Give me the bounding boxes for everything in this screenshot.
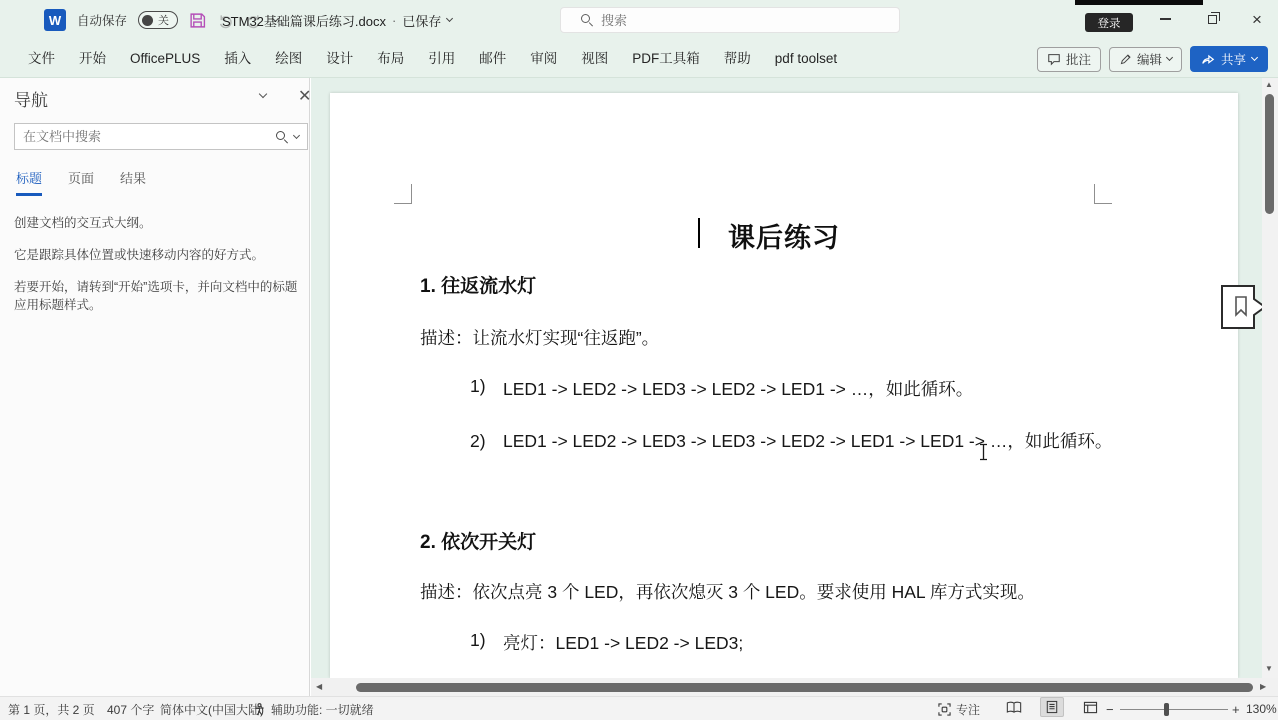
title-bar [0, 0, 1278, 40]
navigation-pane-chevron-icon[interactable] [259, 90, 267, 98]
list-item-text: 亮灯：LED1 -> LED2 -> LED3; [503, 633, 744, 653]
nav-hint-line: 若要开始，请转到“开始”选项卡，并向文档中的标题应用标题样式。 [14, 279, 298, 313]
web-layout-button[interactable] [1078, 697, 1102, 717]
web-layout-icon [1083, 701, 1098, 714]
nav-hint-line: 它是跟踪具体位置或快速移动内容的好方式。 [14, 247, 265, 262]
accessibility-icon [253, 703, 266, 716]
scroll-down-icon[interactable]: ▼ [1265, 664, 1273, 673]
zoom-in-button[interactable]: + [1232, 701, 1240, 717]
doc-list-item[interactable] [470, 416, 1127, 467]
list-item-number: 2) [470, 431, 486, 451]
tab-file[interactable]: 文件 [28, 51, 55, 66]
tab-pdf-toolset[interactable]: pdf toolset [774, 51, 838, 66]
tab-mailings[interactable]: 邮件 [479, 51, 507, 66]
autosave-toggle[interactable] [138, 11, 178, 29]
tab-draw[interactable]: 绘图 [275, 51, 303, 66]
restore-icon [1208, 15, 1217, 24]
close-button[interactable] [1240, 0, 1274, 38]
navigation-hint-text [14, 214, 300, 328]
ribbon-right-buttons [1037, 46, 1268, 72]
tab-design[interactable]: 设计 [326, 51, 354, 66]
tab-pdf-toolbox[interactable]: PDF工具箱 [632, 51, 700, 66]
nav-tab-headings[interactable]: 标题 [16, 168, 42, 196]
navigation-pane-title: 导航 [14, 91, 48, 110]
tab-references[interactable]: 引用 [428, 51, 456, 66]
editing-mode-button[interactable] [1109, 47, 1182, 72]
vertical-scrollbar[interactable] [1262, 78, 1278, 678]
saved-status: 已保存 [402, 13, 442, 29]
scroll-left-icon[interactable]: ◀ [316, 682, 323, 691]
language-status[interactable]: 简体中文(中国大陆) [160, 702, 264, 717]
editing-label: 编辑 [1136, 53, 1162, 67]
autosave-state: 关 [158, 15, 170, 27]
toggle-knob [142, 15, 153, 26]
nav-search-icon[interactable] [276, 131, 288, 143]
horizontal-scrollbar[interactable] [311, 678, 1278, 696]
document-title: STM32基础篇课后练习.docx [222, 13, 386, 29]
tab-view[interactable]: 视图 [581, 51, 609, 66]
page-number-status[interactable]: 第 1 页，共 2 页 [8, 702, 95, 717]
nav-hint-line: 创建文档的交互式大纲。 [14, 216, 152, 230]
doc-section-heading[interactable]: 2. 依次开关灯 [420, 532, 537, 553]
word-count-status[interactable]: 407 个字 [107, 702, 155, 717]
doc-heading-title[interactable]: 课后练习 [728, 223, 840, 253]
vertical-scroll-thumb[interactable] [1265, 94, 1274, 214]
zoom-out-button[interactable]: − [1106, 701, 1114, 717]
tab-help[interactable]: 帮助 [723, 51, 751, 66]
navigation-pane-close-icon[interactable]: ✕ [298, 88, 312, 105]
scroll-up-icon[interactable]: ▲ [1265, 80, 1273, 89]
tab-officeplus[interactable]: OfficePLUS [130, 51, 201, 66]
tab-insert[interactable]: 插入 [224, 51, 252, 66]
nav-tab-pages[interactable]: 页面 [68, 171, 95, 186]
doc-list-item[interactable] [470, 376, 973, 401]
pencil-icon [1119, 53, 1132, 66]
ribbon-tab-row [0, 40, 1278, 78]
comments-label: 批注 [1065, 53, 1091, 67]
horizontal-scroll-thumb[interactable] [356, 683, 1253, 692]
save-icon[interactable] [189, 12, 206, 29]
doc-paragraph[interactable]: 描述：让流水灯实现“往返跑”。 [420, 328, 660, 348]
close-icon: × [1252, 9, 1262, 29]
doc-list-item[interactable] [470, 630, 743, 655]
document-search-box[interactable] [14, 123, 308, 150]
doc-paragraph[interactable]: 描述：依次点亮 3 个 LED，再依次熄灭 3 个 LED。要求使用 HAL 库方式实现。 [420, 582, 1035, 602]
comments-button[interactable] [1037, 47, 1101, 72]
read-mode-icon [1006, 701, 1022, 714]
search-box[interactable] [560, 7, 900, 33]
saved-status-chevron-icon [446, 15, 453, 22]
mouse-ibeam-cursor [978, 443, 989, 466]
nav-search-chevron-icon[interactable] [293, 131, 300, 138]
document-search-input[interactable] [15, 129, 276, 144]
share-chevron-icon [1251, 54, 1258, 61]
minimize-icon [1160, 18, 1171, 20]
read-mode-button[interactable] [1002, 697, 1026, 717]
focus-icon [938, 703, 951, 716]
scroll-right-icon[interactable]: ▶ [1260, 682, 1267, 691]
zoom-slider[interactable] [1120, 697, 1228, 720]
list-item-number: 1) [470, 630, 486, 650]
document-page[interactable] [330, 93, 1238, 678]
nav-tab-results[interactable]: 结果 [120, 171, 147, 186]
print-layout-button[interactable] [1040, 697, 1064, 717]
overlay-strip [1075, 0, 1203, 5]
minimize-button[interactable] [1148, 0, 1182, 38]
title-separator: · [391, 12, 397, 28]
restore-button[interactable] [1195, 0, 1229, 38]
tab-layout[interactable]: 布局 [377, 51, 405, 66]
list-item-text: LED1 -> LED2 -> LED3 -> LED3 -> LED2 -> LED1 -> LED1 -> …，如此循环。 [503, 431, 1113, 451]
login-button[interactable]: 登录 [1085, 13, 1133, 32]
navigation-tabs [16, 168, 146, 196]
tab-review[interactable]: 审阅 [530, 51, 558, 66]
share-icon [1201, 52, 1215, 66]
document-title-group[interactable] [222, 0, 452, 40]
autosave-label: 自动保存 [77, 14, 128, 28]
zoom-slider-track[interactable] [1120, 709, 1228, 710]
document-workspace [311, 78, 1278, 696]
search-icon [581, 14, 593, 26]
search-input[interactable] [601, 13, 801, 28]
margin-mark-top-left [394, 184, 412, 204]
focus-mode-button[interactable]: 专注 [938, 697, 980, 720]
zoom-level[interactable]: 130% [1246, 702, 1277, 716]
comment-icon [1047, 52, 1061, 66]
share-button[interactable] [1190, 46, 1268, 72]
share-label: 共享 [1220, 53, 1246, 67]
margin-mark-top-right [1094, 184, 1112, 204]
list-item-text: LED1 -> LED2 -> LED3 -> LED2 -> LED1 -> …，如此循环。 [503, 379, 974, 399]
accessibility-status[interactable]: 辅助功能: 一切就绪 [253, 697, 374, 720]
list-item-number: 1) [470, 376, 486, 396]
doc-section-heading[interactable]: 1. 往返流水灯 [420, 276, 537, 297]
print-layout-icon [1046, 700, 1058, 714]
tab-home[interactable]: 开始 [79, 51, 106, 66]
word-logo-icon: W [44, 9, 66, 31]
navigation-pane [0, 78, 310, 696]
editing-chevron-icon [1166, 54, 1173, 61]
zoom-slider-thumb[interactable] [1164, 703, 1169, 716]
status-bar [0, 696, 1278, 720]
